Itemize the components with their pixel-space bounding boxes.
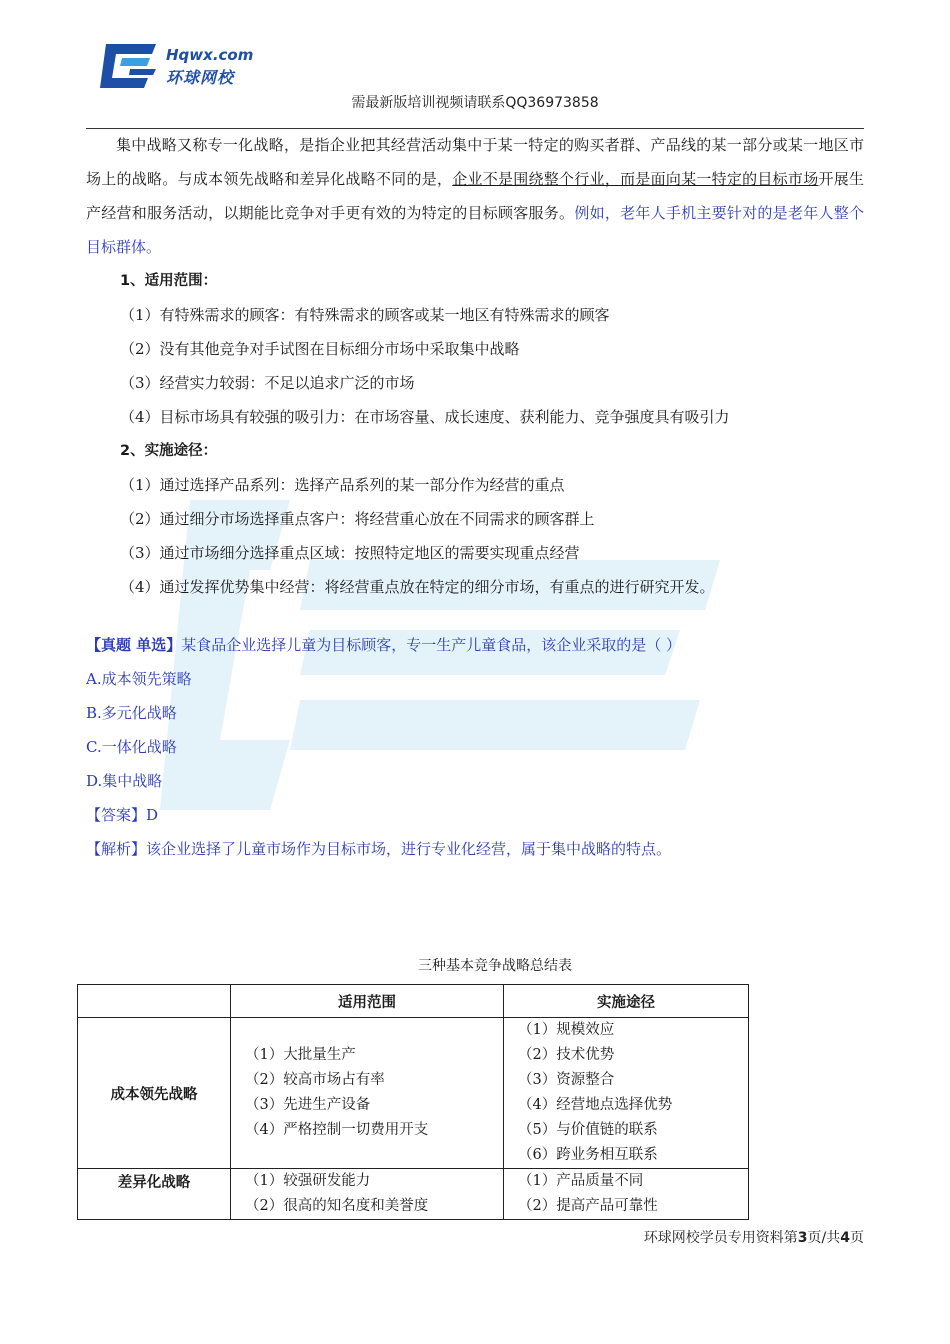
path-line: （3）资源整合 [518,1072,615,1088]
main-content [86,128,864,866]
strategy-name: 差异化战略 [78,1169,231,1220]
scope-line: （2）较高市场占有率 [245,1072,385,1088]
path-cell [504,1169,749,1220]
scope-line: （2）很高的知名度和美誉度 [245,1198,429,1214]
header-contact: 需最新版培训视频请联系QQ36973858 [351,95,599,111]
question-tag: 【真题 单选】 [86,636,182,654]
analysis-line [86,832,864,866]
path-line: （6）跨业务相互联系 [518,1147,658,1163]
scope-line: （3）先进生产设备 [245,1097,371,1113]
page-footer [644,1227,864,1247]
logo-mark-icon [100,40,160,92]
table-header-cell: 适用范围 [231,985,504,1018]
path-cell [504,1018,749,1169]
scope-item: （4）目标市场具有较强的吸引力：在市场容量、成长速度、获利能力、竞争强度具有吸引力 [120,408,730,426]
answer-value: D [146,806,159,824]
table-row [78,1018,749,1169]
footer-prefix: 环球网校学员专用资料第 [643,1230,798,1246]
answer-line [86,798,864,832]
table-caption: 三种基本竞争战略总结表 [418,958,572,974]
spacer [86,604,864,628]
analysis-tag: 【解析】 [86,840,147,858]
scope-line: （1）大批量生产 [245,1047,356,1063]
table-header-cell: 实施途径 [504,985,749,1018]
intro-text-b: 开展生产经营和服务活动，以期能比竞争对手更有效的为特定的目标顾客服务。 [86,170,864,222]
table-row [78,1169,749,1220]
question-option: A.成本领先策略 [86,670,192,688]
intro-text-a: 集中战略又称专一化战略，是指企业把其经营活动集中于某一特定的购买者群、产品线的某一部分或某一地区市场上的战略。与成本领先战略和差异化战略不同的是， [86,136,864,188]
question-option: B.多元化战略 [86,704,177,722]
question-stem [86,628,864,662]
path-item: （3）通过市场细分选择重点区域：按照特定地区的需要实现重点经营 [120,544,580,562]
strategy-name: 成本领先战略 [78,1018,231,1169]
question-option: D.集中战略 [86,772,163,790]
scope-cell [231,1169,504,1220]
scope-item: （1）有特殊需求的顾客：有特殊需求的顾客或某一地区有特殊需求的顾客 [120,306,610,324]
path-line: （1）产品质量不同 [518,1173,644,1189]
scope-line: （1）较强研发能力 [245,1173,371,1189]
path-item: （2）通过细分市场选择重点客户：将经营重心放在不同需求的顾客群上 [120,510,595,528]
footer-suffix: 页 [850,1230,864,1246]
logo-text-en: Hqwx.com [166,46,254,64]
path-line: （4）经营地点选择优势 [518,1097,673,1113]
intro-paragraph [86,128,864,264]
strategy-summary-table [77,984,749,1220]
intro-underlined-text: 企业不是围绕整个行业，而是面向某一特定的目标市场 [452,170,819,188]
scope-item: （2）没有其他竞争对手试图在目标细分市场中采取集中战略 [120,340,520,358]
logo-text-cn: 环球网校 [166,68,235,87]
question-text: 某食品企业选择儿童为目标顾客，专一生产儿童食品，该企业采取的是（ ） [181,636,682,654]
analysis-text: 该企业选择了儿童市场作为目标市场，进行专业化经营，属于集中战略的特点。 [146,840,672,858]
footer-total-pages: 4 [840,1230,850,1246]
scope-heading: 1、适用范围： [120,273,218,289]
logo [100,40,260,92]
path-line: （5）与价值链的联系 [518,1122,658,1138]
footer-mid: 页/共 [807,1230,841,1246]
path-item: （1）通过选择产品系列：选择产品系列的某一部分作为经营的重点 [120,476,565,494]
path-line: （1）规模效应 [518,1022,615,1038]
scope-line: （4）严格控制一切费用开支 [245,1122,429,1138]
table-header-row [78,985,749,1018]
answer-tag: 【答案】 [86,806,147,824]
path-line: （2）技术优势 [518,1047,615,1063]
scope-cell [231,1018,504,1169]
table-header-cell [78,985,231,1018]
question-option: C.一体化战略 [86,738,177,756]
footer-page-number: 3 [797,1230,808,1246]
path-line: （2）提高产品可靠性 [518,1198,658,1214]
path-item: （4）通过发挥优势集中经营：将经营重点放在特定的细分市场，有重点的进行研究开发。 [120,578,715,596]
intro-example: 例如，老年人手机主要针对的是老年人整个目标群体。 [86,204,864,256]
path-heading: 2、实施途径： [120,443,218,459]
scope-item: （3）经营实力较弱：不足以追求广泛的市场 [120,374,415,392]
